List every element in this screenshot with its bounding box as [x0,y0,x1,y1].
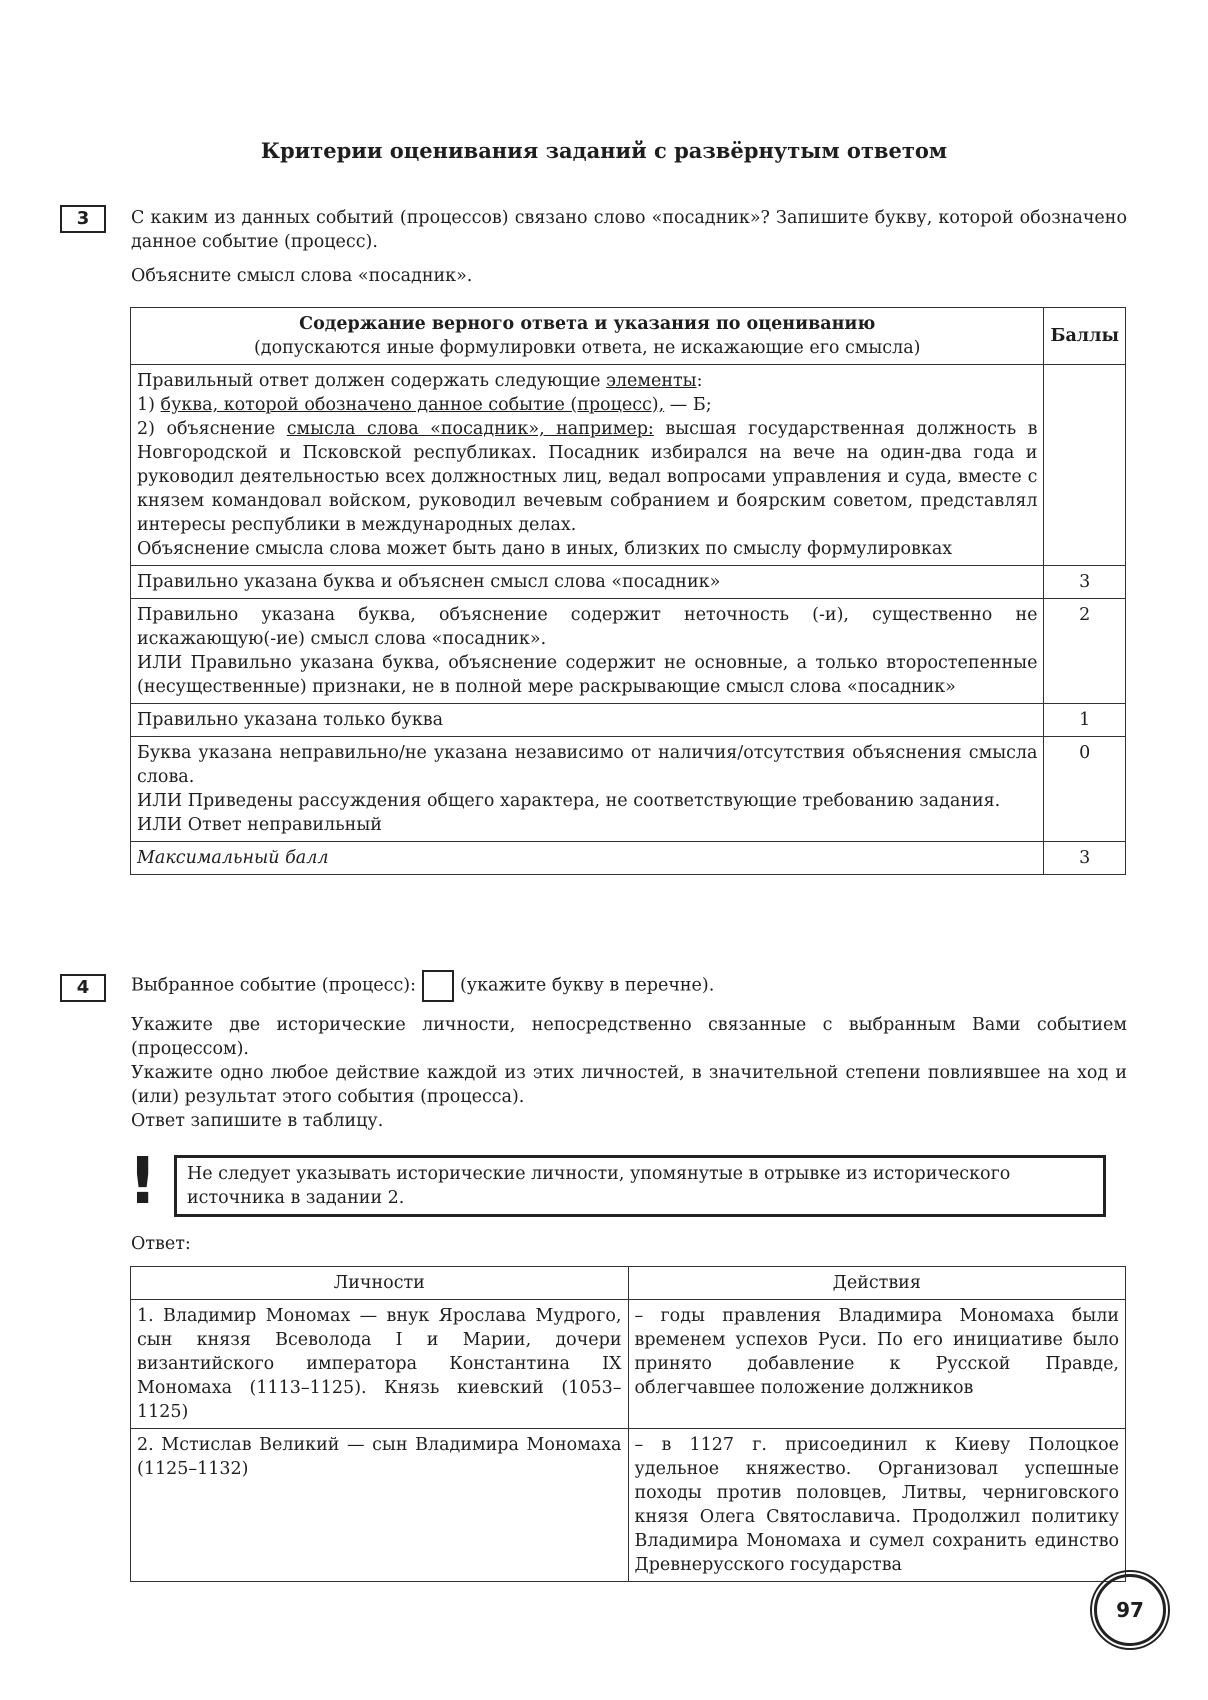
answer-row [131,1429,1126,1582]
answer-intro-end: : [696,371,703,391]
task-number-3: 3 [60,205,106,233]
answer-item-1-prefix: 1) [137,395,161,415]
task4-selected-line [131,970,1127,1002]
task4-selected-prefix: Выбранное событие (процесс): [131,975,416,996]
action-cell: – годы правления Владимира Мономаха были временем успехов Руси. По его инициативе было принято добавление к Русской Правде, облегчавшее положение должников [628,1300,1126,1429]
warning-box: Не следует указывать исторические личности, упомянутые в отрывке из исторического источника в задании 2. [174,1155,1106,1217]
task3-instruction: Объясните смысл слова «посадник». [131,266,473,286]
criteria-row-points: 2 [1044,599,1126,704]
task4-instruction-3: Ответ запишите в таблицу. [131,1111,384,1131]
task3-question-text: С каким из данных событий (процессов) связано слово «посадник»? Запишите букву, которой обозначено данное событие (процесс). [131,208,1127,252]
answer-item-1 [137,393,1037,417]
max-score-label: Максимальный балл [131,842,1044,875]
max-score-value: 3 [1044,842,1126,875]
answer-item-2-prefix: 2) объяснение [137,419,287,439]
task-number-4: 4 [60,974,106,1002]
criteria-header-points: Баллы [1044,308,1126,365]
criteria-row-points: 1 [1044,704,1126,737]
criteria-answer-cell [131,365,1044,566]
task4-instruction-2: Укажите одно любое действие каждой из этих личностей, в значительной степени повлиявшее на ход и (или) результат этого события (процесса). [131,1063,1127,1107]
action-cell: – в 1127 г. присоединил к Киеву Полоцкое удельное княжество. Организовал успешные походы против половцев, Литвы, черниговского князя Олега Святославича. Продолжил политику Владимира Мономаха и сумел сохранить единство Древнерусского государства [628,1429,1126,1582]
answer-label: Ответ: [131,1234,191,1254]
criteria-header-row [131,308,1126,365]
person-cell: 1. Владимир Мономах — внук Ярослава Мудрого, сын князя Всеволода I и Марии, дочери византийского императора Константина IX Мономаха (1113–1125). Князь киевский (1053–1125) [131,1300,629,1429]
answer-item-2-underlined: смысла слова «посадник», например: [286,419,654,439]
criteria-row-points: 3 [1044,566,1126,599]
criteria-header-content [131,308,1044,365]
criteria-row-line: Правильно указана буква, объяснение содержит неточность (-и), существенно не искажающую(-ие) смысл слова «посадник». [137,605,1038,649]
answer-item-1-rest: — Б; [664,395,712,415]
criteria-row-text: Правильно указана только буква [131,704,1044,737]
answer-intro-underlined: элементы [606,371,697,391]
criteria-row-text [131,737,1044,842]
answer-letter-box[interactable] [422,970,454,1002]
criteria-row-text [131,599,1044,704]
answer-item-2-rest: высшая государственная должность в Новгородской и Псковской республиках. Посадник избирался на вече на один-два года и руководил деятельностью всех должностных лиц, ведал вопросами управления и суда, вместе с князем командовал войском, руководил вечевым собранием и боярским советом, представлял интересы республики в международных делах. [137,419,1038,535]
criteria-row-3 [131,566,1126,599]
criteria-row-line: ИЛИ Ответ неправильный [137,815,382,835]
answer-intro-text: Правильный ответ должен содержать следующие [137,371,607,391]
criteria-row-2 [131,599,1126,704]
warning-icon: ! [128,1145,158,1219]
task4-instruction-1: Укажите две исторические личности, непосредственно связанные с выбранным Вами событием (процессом). [131,1015,1127,1059]
col-persons-header: Личности [131,1267,629,1300]
criteria-row-0 [131,737,1126,842]
page-title: Критерии оценивания заданий с развёрнутым ответом [260,138,948,163]
task4-instructions [131,1013,1127,1133]
criteria-row-1 [131,704,1126,737]
criteria-max-row [131,842,1126,875]
task4-selected-suffix: (укажите букву в перечне). [459,975,715,996]
criteria-header-main: Содержание верного ответа и указания по оцениванию [299,314,876,334]
criteria-header-sub: (допускаются иные формулировки ответа, не искажающие его смысла) [253,338,921,358]
col-actions-header: Действия [628,1267,1126,1300]
criteria-row-line: ИЛИ Приведены рассуждения общего характера, не соответствующие требованию задания. [137,791,1001,811]
criteria-table-3 [130,307,1126,875]
criteria-row-line: Буква указана неправильно/не указана независимо от наличия/отсутствия объяснения смысла слова. [137,743,1038,787]
answer-intro [137,369,1037,393]
criteria-answer-points [1044,365,1126,566]
criteria-row-line: ИЛИ Правильно указана буква, объяснение содержит не основные, а только второстепенные (несущественные) признаки, не в полной мере раскрывающие смысл слова «посадник» [137,653,1038,697]
answer-note: Объяснение смысла слова может быть дано в иных, близких по смыслу формулировках [137,539,953,559]
criteria-row-text: Правильно указана буква и объяснен смысл слова «посадник» [131,566,1044,599]
person-cell: 2. Мстислав Великий — сын Владимира Мономаха (1125–1132) [131,1429,629,1582]
criteria-row-points: 0 [1044,737,1126,842]
answer-item-1-underlined: буква, которой обозначено данное событие (процесс), [160,395,665,415]
task3-question [131,206,1127,288]
answer-row [131,1300,1126,1429]
criteria-answer-row [131,365,1126,566]
answer-item-2 [137,417,1037,537]
answer-table-4 [130,1266,1126,1582]
page-number: 97 [1094,1574,1166,1646]
answer-header-row [131,1267,1126,1300]
